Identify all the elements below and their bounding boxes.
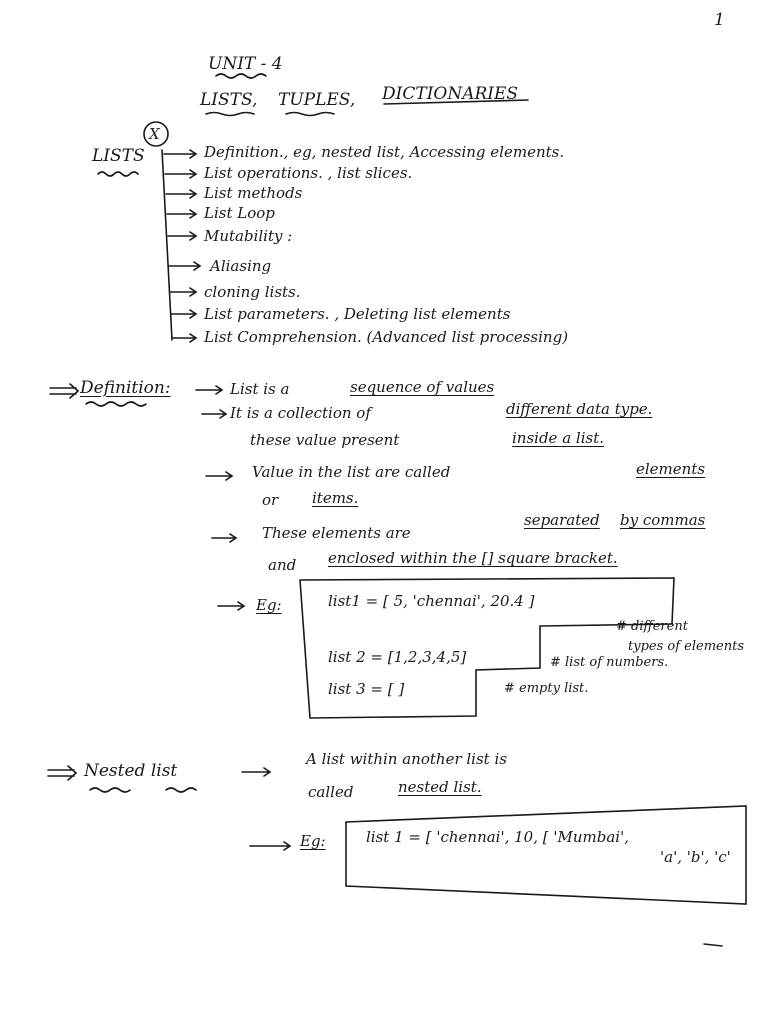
- outline-item: Aliasing: [210, 257, 272, 275]
- unit-title: UNIT - 4: [208, 54, 283, 74]
- nested-example-code-b: 'a', 'b', 'c': [660, 848, 731, 866]
- nested-desc2b: nested list.: [398, 778, 482, 796]
- definition-line1a: List is a: [230, 380, 290, 398]
- outline-trunk: [162, 150, 172, 340]
- nested-example-code-a: list 1 = [ 'chennai', 10, [ 'Mumbai',: [366, 828, 629, 846]
- outline-item: List Comprehension. (Advanced list processing): [204, 328, 569, 346]
- nested-heading: Nested list: [84, 761, 178, 781]
- nested-squiggle: [166, 788, 196, 792]
- definition-line6a: These elements are: [262, 524, 411, 542]
- definition-line5b: items.: [312, 489, 359, 507]
- definition-line7b: enclosed within the [] square bracket.: [328, 549, 618, 567]
- example1-list3: list 3 = [ ]: [328, 680, 405, 698]
- definition-line6c: by commas: [620, 511, 706, 529]
- nested-example-box: [346, 806, 746, 904]
- definition-line4a: Value in the list are called: [252, 463, 451, 481]
- outline-item: cloning lists.: [204, 283, 301, 301]
- nested-desc2a: called: [308, 783, 354, 801]
- example1-note1b: types of elements: [628, 639, 744, 654]
- definition-subarrow: [202, 410, 226, 418]
- outline-item: Definition., eg, nested list, Accessing elements.: [204, 143, 565, 161]
- example1-list1: list1 = [ 5, 'chennai', 20.4 ]: [328, 592, 535, 610]
- outline-marker: X: [149, 125, 160, 143]
- definition-line2a: It is a collection of: [230, 404, 371, 422]
- definition-line6b: separated: [524, 511, 600, 529]
- definition-subarrow: [218, 602, 244, 610]
- topic-tuples: TUPLES,: [278, 90, 356, 110]
- definition-heading: Definition:: [80, 378, 171, 398]
- outline-item: List parameters. , Deleting list elements: [204, 305, 511, 323]
- definition-line2b: different data type.: [506, 400, 653, 418]
- example1-note2: # list of numbers.: [550, 655, 669, 670]
- example1-note1a: # different: [616, 619, 688, 634]
- example1-note3: # empty list.: [504, 681, 589, 696]
- topic-underline: [286, 113, 334, 116]
- nested-desc1: A list within another list is: [306, 750, 507, 768]
- lists-squiggle: [98, 172, 138, 176]
- outline-branch-arrows: [164, 150, 200, 342]
- nested-arrow: [48, 766, 76, 780]
- topic-lists: LISTS,: [200, 90, 258, 110]
- definition-line3b: inside a list.: [512, 429, 604, 447]
- topic-dictionaries: DICTIONARIES: [382, 84, 519, 104]
- definition-subarrow: [196, 386, 222, 394]
- definition-line1b: sequence of values: [350, 378, 495, 396]
- outline-item: List operations. , list slices.: [204, 164, 413, 182]
- nested-example-label: Eg:: [300, 832, 326, 850]
- nested-subarrow: [242, 768, 270, 776]
- definition-line4b: elements: [636, 460, 706, 478]
- definition-squiggle: [86, 402, 146, 406]
- outline-item: List Loop: [204, 204, 275, 222]
- page-number: 1: [714, 10, 725, 30]
- topic-underline: [384, 100, 528, 104]
- nested-subarrow: [250, 842, 290, 850]
- outline-item: Mutability :: [204, 227, 293, 245]
- definition-line3a: these value present: [250, 431, 400, 449]
- example1-list2: list 2 = [1,2,3,4,5]: [328, 648, 467, 666]
- example1-box: [300, 578, 674, 718]
- definition-subarrow: [206, 472, 232, 480]
- definition-subarrow: [212, 534, 236, 542]
- nested-squiggle: [90, 788, 130, 792]
- example1-label: Eg:: [256, 596, 282, 614]
- definition-arrow: [50, 384, 78, 398]
- stray-mark: [704, 944, 722, 946]
- outline-root-label: LISTS: [92, 146, 145, 166]
- outline-marker-circle: [144, 122, 168, 146]
- outline-item: List methods: [204, 184, 303, 202]
- topic-underline: [206, 113, 254, 116]
- definition-line7a: and: [268, 556, 297, 574]
- definition-line5a: or: [262, 491, 279, 509]
- unit-squiggle: [216, 74, 266, 78]
